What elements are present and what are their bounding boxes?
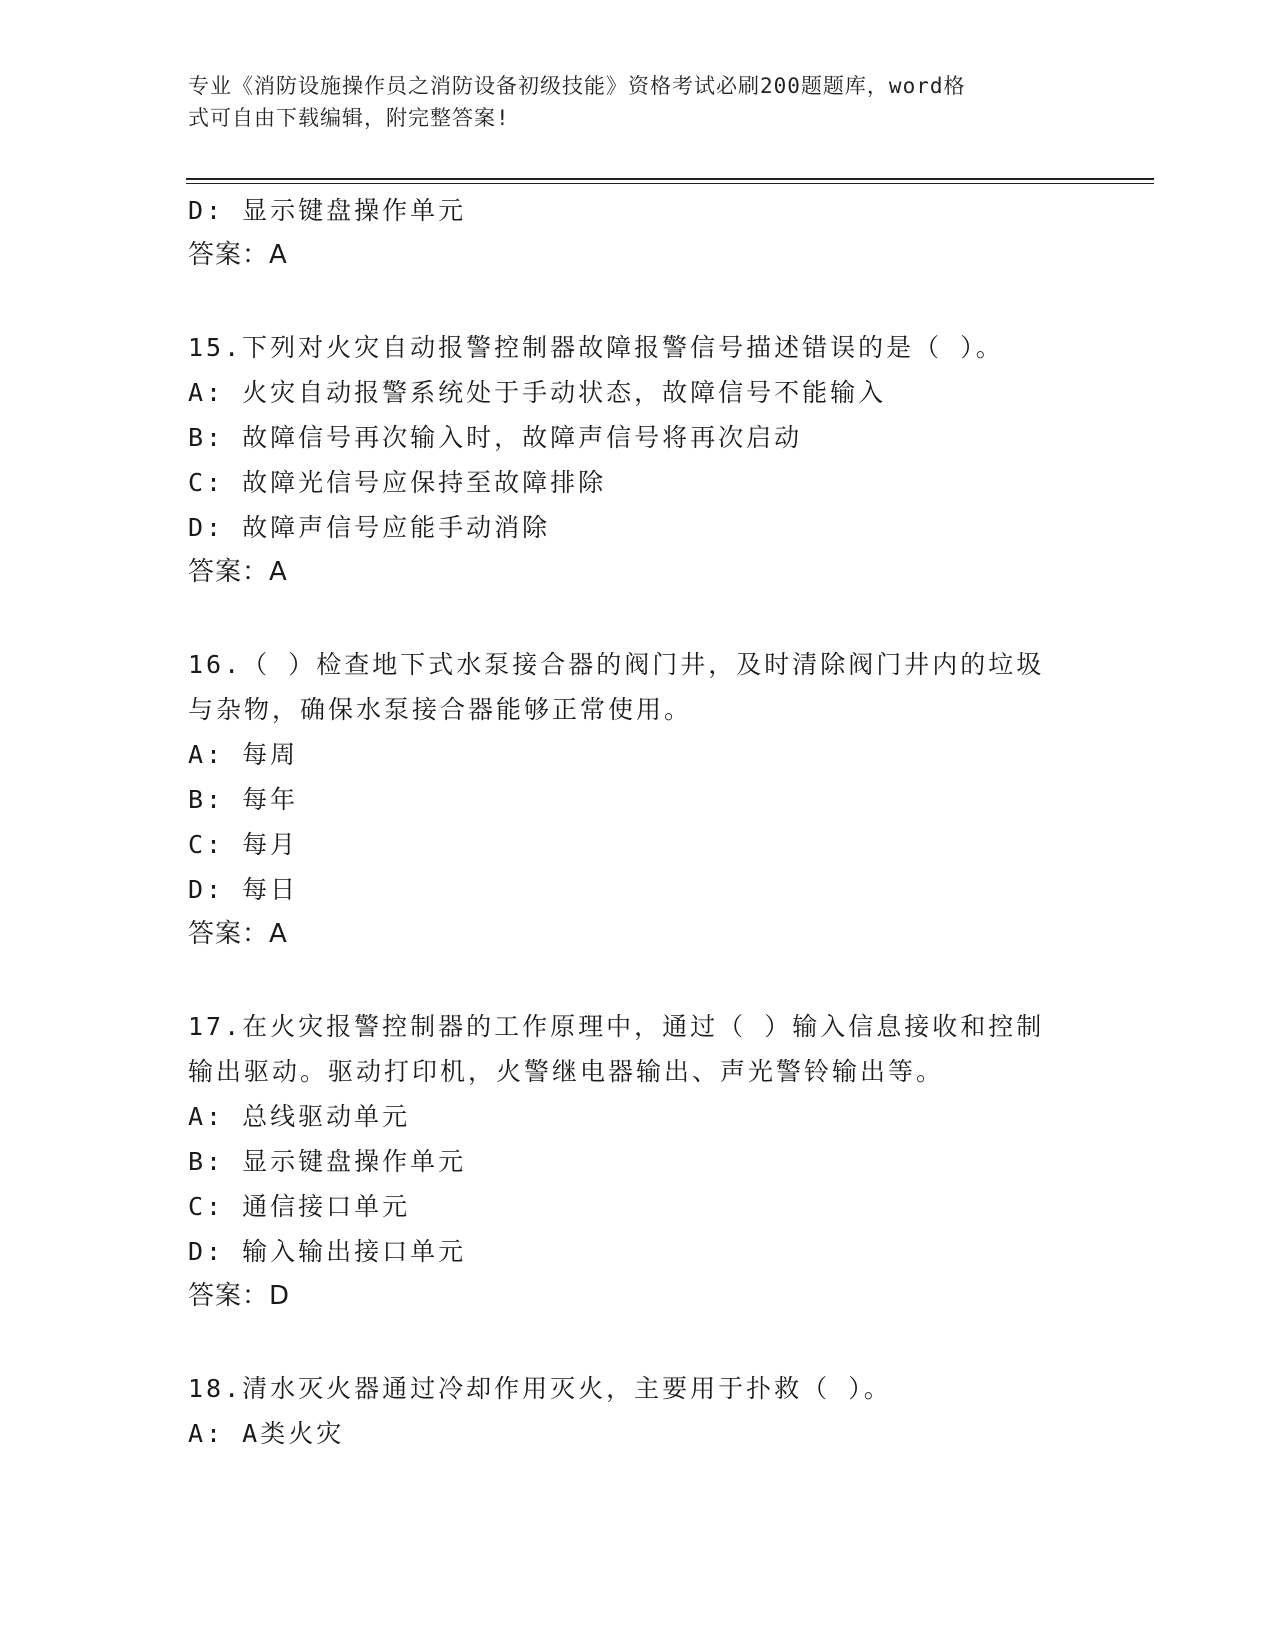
question-stem-line-1: 16.（ ）检查地下式水泵接合器的阀门井，及时清除阀门井内的垃圾 xyxy=(188,650,1045,679)
option-d: D: 故障声信号应能手动消除 xyxy=(188,513,551,542)
question-stem: 18.清水灭火器通过冷却作用灭火，主要用于扑救（ ）。 xyxy=(188,1374,892,1403)
option-c: C: 通信接口单元 xyxy=(188,1192,411,1221)
answer: 答案：A xyxy=(188,557,288,587)
option-a: A: 火灾自动报警系统处于手动状态，故障信号不能输入 xyxy=(188,378,887,407)
question-list xyxy=(188,188,1148,1456)
question-stem-line-1: 17.在火灾报警控制器的工作原理中，通过（ ）输入信息接收和控制 xyxy=(188,1012,1045,1041)
question-15 xyxy=(188,325,1148,595)
option-b: B: 故障信号再次输入时，故障声信号将再次启动 xyxy=(188,423,803,452)
option-c: C: 故障光信号应保持至故障排除 xyxy=(188,468,607,497)
question-stem-line-2: 输出驱动。驱动打印机，火警继电器输出、声光警铃输出等。 xyxy=(188,1057,945,1086)
document-header xyxy=(188,70,1088,134)
question-18 xyxy=(188,1366,1148,1456)
option-b: B: 每年 xyxy=(188,785,299,814)
option-c: C: 每月 xyxy=(188,830,299,859)
option-b: B: 显示键盘操作单元 xyxy=(188,1147,467,1176)
question-16 xyxy=(188,642,1148,957)
header-line-1: 专业《消防设施操作员之消防设备初级技能》资格考试必刷200题题库，word格 xyxy=(188,74,966,98)
question-stem: 15.下列对火灾自动报警控制器故障报警信号描述错误的是（ ）。 xyxy=(188,333,1004,362)
option-d: D: 显示键盘操作单元 xyxy=(188,196,467,225)
header-rule-thick xyxy=(186,178,1154,180)
header-line-2: 式可自由下载编辑，附完整答案! xyxy=(188,106,510,130)
option-a: A: 总线驱动单元 xyxy=(188,1102,411,1131)
question-17 xyxy=(188,1004,1148,1319)
answer: 答案：A xyxy=(188,919,288,949)
option-d: D: 输入输出接口单元 xyxy=(188,1237,467,1266)
question-14-tail xyxy=(188,188,1148,278)
question-stem-line-2: 与杂物，确保水泵接合器能够正常使用。 xyxy=(188,695,693,724)
header-rule-thin xyxy=(186,183,1154,184)
answer: 答案：D xyxy=(188,1281,291,1311)
option-a: A: A类火灾 xyxy=(188,1419,345,1448)
option-a: A: 每周 xyxy=(188,740,299,769)
answer: 答案：A xyxy=(188,240,288,270)
option-d: D: 每日 xyxy=(188,875,299,904)
